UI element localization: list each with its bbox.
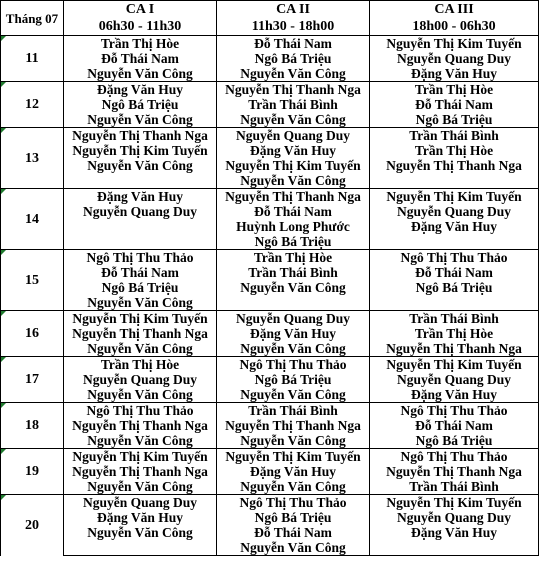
shift-3-staff-cell: Nguyễn Quang Duy	[370, 510, 539, 525]
shift-1-staff-cell: Đỗ Thái Nam	[64, 265, 217, 280]
shift-1-staff-cell: Nguyễn Văn Công	[64, 158, 217, 173]
shift-time: 18h00 - 06h30	[412, 19, 496, 34]
shift-3-staff-cell: Ngô Thị Thu Thảo	[370, 250, 539, 266]
shift-3-staff-cell: Trần Thị Hòe	[370, 82, 539, 98]
shift-3-staff-cell: Nguyễn Thị Kim Tuyến	[370, 495, 539, 511]
shift-3-staff-cell: Nguyễn Quang Duy	[370, 51, 539, 66]
shift-3-staff-cell: Đặng Văn Huy	[370, 219, 539, 234]
shift-3-staff-cell: Trần Thị Hòe	[370, 326, 539, 341]
shift-2-staff-cell: Nguyễn Thị Kim Tuyến	[217, 449, 370, 465]
day-cell: 18	[1, 403, 64, 449]
shift-1-staff-cell: Ngô Bá Triệu	[64, 97, 217, 112]
table-row	[1, 479, 539, 495]
table-row	[1, 311, 539, 327]
table-row	[1, 82, 539, 98]
table-row	[1, 418, 539, 433]
table-row	[1, 112, 539, 128]
shift-1-staff-cell: Nguyễn Văn Công	[64, 341, 217, 357]
shift-2-staff-cell: Ngô Bá Triệu	[217, 51, 370, 66]
shift-3-staff-cell: Đặng Văn Huy	[370, 525, 539, 540]
table-row	[1, 387, 539, 403]
shift-1-staff-cell: Nguyễn Văn Công	[64, 479, 217, 495]
shift-1-staff-cell: Nguyễn Thị Kim Tuyến	[64, 449, 217, 465]
shift-1-staff-cell: Nguyễn Văn Công	[64, 66, 217, 82]
shift-3-staff-cell: Trần Thị Hòe	[370, 143, 539, 158]
table-row	[1, 510, 539, 525]
table-row	[1, 433, 539, 449]
shift-3-staff-cell: Nguyễn Quang Duy	[370, 372, 539, 387]
shift-1-staff-cell: Trần Thị Hòe	[64, 357, 217, 373]
table-row	[1, 143, 539, 158]
shift-1-staff-cell: Trần Thị Hòe	[64, 36, 217, 52]
shift-1-staff-cell	[64, 540, 217, 556]
day-cell: 14	[1, 189, 64, 250]
shift-3-staff-cell: Nguyễn Thị Thanh Nga	[370, 158, 539, 173]
shift-3-staff-cell: Ngô Bá Triệu	[370, 112, 539, 128]
table-row	[1, 66, 539, 82]
table-row	[1, 51, 539, 66]
shift-time: 11h30 - 18h00	[251, 19, 335, 34]
table-row	[1, 219, 539, 234]
shift-2-staff-cell	[217, 295, 370, 311]
shift-1-staff-cell: Ngô Thị Thu Thảo	[64, 403, 217, 419]
shift-3-staff-cell: Nguyễn Thị Kim Tuyến	[370, 36, 539, 52]
shift-2-staff-cell: Đặng Văn Huy	[217, 326, 370, 341]
table-row	[1, 204, 539, 219]
table-row	[1, 326, 539, 341]
shift-1-staff-cell	[64, 219, 217, 234]
shift-1-staff-cell: Nguyễn Quang Duy	[64, 204, 217, 219]
shift-2-staff-cell: Nguyễn Quang Duy	[217, 311, 370, 327]
day-cell: 13	[1, 128, 64, 189]
shift-2-staff-cell: Nguyễn Quang Duy	[217, 128, 370, 144]
shift-2-staff-cell: Trần Thái Bình	[217, 265, 370, 280]
shift-2-staff-cell: Nguyễn Văn Công	[217, 66, 370, 82]
shift-3-staff-cell: Đỗ Thái Nam	[370, 97, 539, 112]
month-header: Tháng 07	[1, 1, 64, 36]
shift-1-staff-cell: Nguyễn Quang Duy	[64, 372, 217, 387]
shift-2-staff-cell: Ngô Thị Thu Thảo	[217, 357, 370, 373]
shift-3-staff-cell: Nguyễn Thị Thanh Nga	[370, 341, 539, 357]
shift-3-staff-cell: Đỗ Thái Nam	[370, 265, 539, 280]
shift-2-staff-cell: Nguyễn Văn Công	[217, 540, 370, 556]
shift-1-staff-cell: Nguyễn Văn Công	[64, 525, 217, 540]
shift-2-staff-cell: Nguyễn Văn Công	[217, 387, 370, 403]
table-row	[1, 173, 539, 189]
shift-name: CA II	[276, 2, 310, 17]
table-row	[1, 372, 539, 387]
shift-2-staff-cell: Đỗ Thái Nam	[217, 204, 370, 219]
shift-3-staff-cell: Đặng Văn Huy	[370, 387, 539, 403]
shift-2-staff-cell: Nguyễn Thị Thanh Nga	[217, 418, 370, 433]
day-cell: 17	[1, 357, 64, 403]
table-row	[1, 495, 539, 511]
table-row	[1, 97, 539, 112]
day-cell: 16	[1, 311, 64, 357]
shift-2-staff-cell: Đặng Văn Huy	[217, 143, 370, 158]
shift-2-staff-cell: Trần Thị Hòe	[217, 250, 370, 266]
shift-1-staff-cell: Nguyễn Thị Kim Tuyến	[64, 311, 217, 327]
shift-3-staff-cell: Ngô Thị Thu Thảo	[370, 403, 539, 419]
day-cell: 11	[1, 36, 64, 82]
shift-2-staff-cell: Trần Thái Bình	[217, 97, 370, 112]
shift-1-staff-cell: Ngô Bá Triệu	[64, 280, 217, 295]
shift-3-staff-cell	[370, 234, 539, 250]
shift-1-staff-cell: Đặng Văn Huy	[64, 82, 217, 98]
day-cell: 15	[1, 250, 64, 311]
shift-2-staff-cell: Đỗ Thái Nam	[217, 36, 370, 52]
shift-3-staff-cell	[370, 173, 539, 189]
shift-time: 06h30 - 11h30	[98, 19, 182, 34]
shift-header	[217, 1, 370, 36]
table-row	[1, 234, 539, 250]
table-row	[1, 189, 539, 205]
shift-2-staff-cell: Nguyễn Thị Thanh Nga	[217, 189, 370, 205]
shift-2-staff-cell: Nguyễn Văn Công	[217, 479, 370, 495]
day-cell: 20	[1, 495, 64, 556]
table-row	[1, 525, 539, 540]
shift-1-staff-cell	[64, 234, 217, 250]
shift-3-staff-cell: Ngô Bá Triệu	[370, 433, 539, 449]
table-row	[1, 357, 539, 373]
table-row	[1, 341, 539, 357]
table-row	[1, 128, 539, 144]
shift-3-staff-cell: Trần Thái Bình	[370, 311, 539, 327]
shift-3-staff-cell: Nguyễn Thị Kim Tuyến	[370, 357, 539, 373]
shift-1-staff-cell: Nguyễn Văn Công	[64, 112, 217, 128]
shift-2-staff-cell: Ngô Thị Thu Thảo	[217, 495, 370, 511]
shift-3-staff-cell: Ngô Bá Triệu	[370, 280, 539, 295]
header-row	[1, 1, 539, 36]
shift-1-staff-cell: Nguyễn Văn Công	[64, 295, 217, 311]
day-cell: 12	[1, 82, 64, 128]
shift-1-staff-cell: Nguyễn Văn Công	[64, 387, 217, 403]
shift-3-staff-cell: Đỗ Thái Nam	[370, 418, 539, 433]
table-row	[1, 158, 539, 173]
shift-1-staff-cell: Nguyễn Thị Thanh Nga	[64, 418, 217, 433]
shift-2-staff-cell: Trần Thái Bình	[217, 403, 370, 419]
shift-header	[64, 1, 217, 36]
shift-2-staff-cell: Ngô Bá Triệu	[217, 234, 370, 250]
table-row	[1, 464, 539, 479]
table-row	[1, 265, 539, 280]
shift-2-staff-cell: Nguyễn Văn Công	[217, 280, 370, 295]
shift-1-staff-cell: Nguyễn Quang Duy	[64, 495, 217, 511]
shift-3-staff-cell	[370, 540, 539, 556]
shift-3-staff-cell: Đặng Văn Huy	[370, 66, 539, 82]
table-row	[1, 36, 539, 52]
table-row	[1, 280, 539, 295]
shift-3-staff-cell: Ngô Thị Thu Thảo	[370, 449, 539, 465]
shift-name: CA III	[434, 2, 474, 17]
shift-1-staff-cell: Đặng Văn Huy	[64, 189, 217, 205]
shift-1-staff-cell: Đỗ Thái Nam	[64, 51, 217, 66]
shift-name: CA I	[125, 2, 155, 17]
table-row	[1, 250, 539, 266]
shift-2-staff-cell: Đỗ Thái Nam	[217, 525, 370, 540]
shift-3-staff-cell: Trần Thái Bình	[370, 128, 539, 144]
shift-2-staff-cell: Nguyễn Văn Công	[217, 341, 370, 357]
shift-3-staff-cell: Trần Thái Bình	[370, 479, 539, 495]
shift-2-staff-cell: Đặng Văn Huy	[217, 464, 370, 479]
table-row	[1, 540, 539, 556]
shift-1-staff-cell: Nguyễn Thị Thanh Nga	[64, 464, 217, 479]
shift-1-staff-cell	[64, 173, 217, 189]
table-row	[1, 403, 539, 419]
shift-3-staff-cell: Nguyễn Thị Thanh Nga	[370, 464, 539, 479]
shift-2-staff-cell: Ngô Bá Triệu	[217, 510, 370, 525]
shift-2-staff-cell: Nguyễn Thị Thanh Nga	[217, 82, 370, 98]
shift-2-staff-cell: Nguyễn Văn Công	[217, 173, 370, 189]
shift-2-staff-cell: Ngô Bá Triệu	[217, 372, 370, 387]
shift-3-staff-cell	[370, 295, 539, 311]
shift-1-staff-cell: Nguyễn Văn Công	[64, 433, 217, 449]
shift-1-staff-cell: Nguyễn Thị Thanh Nga	[64, 326, 217, 341]
table-row	[1, 295, 539, 311]
table-row	[1, 449, 539, 465]
shift-3-staff-cell: Nguyễn Thị Kim Tuyến	[370, 189, 539, 205]
shift-1-staff-cell: Ngô Thị Thu Thảo	[64, 250, 217, 266]
schedule-body	[1, 36, 539, 556]
shift-1-staff-cell: Đặng Văn Huy	[64, 510, 217, 525]
shift-1-staff-cell: Nguyễn Thị Thanh Nga	[64, 128, 217, 144]
shift-header	[370, 1, 539, 36]
shift-2-staff-cell: Nguyễn Thị Kim Tuyến	[217, 158, 370, 173]
shift-3-staff-cell: Nguyễn Quang Duy	[370, 204, 539, 219]
shift-1-staff-cell: Nguyễn Thị Kim Tuyến	[64, 143, 217, 158]
day-cell: 19	[1, 449, 64, 495]
shift-2-staff-cell: Nguyễn Văn Công	[217, 112, 370, 128]
shift-2-staff-cell: Nguyễn Văn Công	[217, 433, 370, 449]
shift-2-staff-cell: Huỳnh Long Phước	[217, 219, 370, 234]
